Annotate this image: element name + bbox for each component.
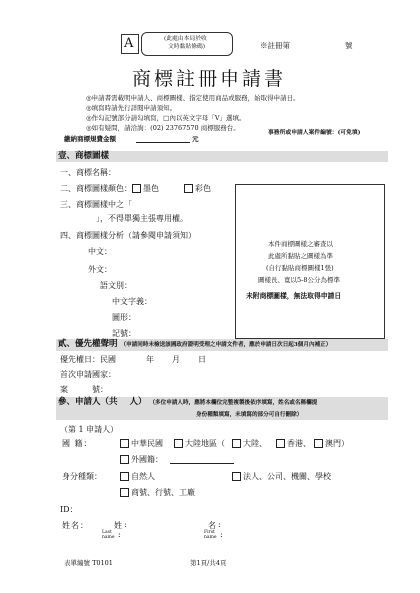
analysis-label: 四、商標圖樣分析（請參閱申請須知） xyxy=(60,231,196,240)
color-black-checkbox[interactable] xyxy=(132,184,141,193)
fee-input[interactable] xyxy=(136,142,190,143)
pastebox-line-1: 本件商標圖樣之審查以 xyxy=(268,240,333,248)
notice-2: ◎填寫時請先行詳閱申請須知。 xyxy=(86,104,177,112)
nationality-label: 國 籍： xyxy=(62,439,93,448)
nationality-mainland-checkbox[interactable] xyxy=(174,439,183,448)
trademark-color-label: 二、商標圖樣顏色： xyxy=(60,184,132,193)
identity-legal-label: 法人、公司、機關、學校 xyxy=(243,472,331,481)
analysis-meaning-label: 中文字義： xyxy=(112,297,152,306)
nationality-mainland-label: 大陸地區（ xyxy=(185,439,225,448)
first-name-zh: 名 xyxy=(208,521,216,530)
disclaimer-label-end: 」，不得單獨主張專用權。 xyxy=(96,214,188,223)
registration-number-suffix: 號 xyxy=(345,41,353,50)
page-title: 商標註冊申請書 xyxy=(132,68,287,90)
nationality-mainland2-label: 大陸、 xyxy=(243,439,267,448)
section1-title: 壹、商標圖樣 xyxy=(58,151,110,161)
identity-firm-label: 商號、行號、工廠 xyxy=(131,488,195,497)
office-code-label: 事務所或申請人案件編號：(可免填) xyxy=(268,130,361,136)
identity-firm-checkbox[interactable] xyxy=(120,488,129,497)
barcode-note-1: (此處由本局於收 xyxy=(164,36,207,42)
form-letter: A xyxy=(124,36,134,51)
nationality-hk-checkbox[interactable] xyxy=(276,439,285,448)
pastebox-line-4: 圖樣長、寬以5-8公分為標準 xyxy=(258,276,340,284)
priority-year-label: 年 xyxy=(146,355,154,364)
section2-title: 貳、優先權聲明 xyxy=(58,339,118,349)
priority-month-label: 月 xyxy=(172,355,180,364)
pastebox-line-2: 此處所黏貼之圖樣為準 xyxy=(268,252,333,260)
analysis-foreign-label: 外文： xyxy=(88,265,112,274)
trademark-image-pastebox[interactable] xyxy=(235,184,385,339)
section3-note-2: 身份種類填寫，未填寫的部分可自行刪除） xyxy=(196,412,303,418)
nationality-mainland2-checkbox[interactable] xyxy=(232,439,241,448)
identity-natural-label: 自然人 xyxy=(131,472,155,481)
pastebox-warning: 未附商標圖樣，無法取得申請日 xyxy=(246,292,342,300)
color-black-label: 墨色 xyxy=(143,184,159,193)
analysis-figure-label: 圖形： xyxy=(112,313,136,322)
section3-title: 參、申請人（共 xyxy=(58,397,118,407)
last-name-en-1: Last xyxy=(102,530,112,535)
foreign-nationality-input[interactable] xyxy=(170,463,234,464)
analysis-chinese-label: 中文： xyxy=(88,247,112,256)
first-name-en-1: First xyxy=(204,530,215,535)
notice-4: ◎如有疑問，請洽詢：(02) 23767570 商標服務台。 xyxy=(86,124,240,132)
identity-legal-checkbox[interactable] xyxy=(232,472,241,481)
color-color-checkbox[interactable] xyxy=(184,184,193,193)
nationality-roc-checkbox[interactable] xyxy=(120,439,129,448)
notice-1: ◎申請書需載明申請人、商標圖樣、指定使用商品或服務，始取得申請日。 xyxy=(86,94,300,102)
nationality-foreign-checkbox[interactable] xyxy=(120,455,129,464)
form-code: 表單編號 T0101 xyxy=(64,559,113,567)
case-number-label: 號： xyxy=(92,385,108,394)
case-label: 案 xyxy=(60,385,68,394)
color-color-label: 彩色 xyxy=(195,184,211,193)
notice-3: ◎作勾記號部分請勾填寫，□內以英文字母「V」選填。 xyxy=(86,114,246,122)
pastebox-line-3: (自行黏貼商標圖樣1張) xyxy=(266,264,334,272)
barcode-note-2: 文時黏貼條碼) xyxy=(168,44,206,50)
trademark-name-label: 一、商標名稱： xyxy=(60,168,116,177)
identity-natural-checkbox[interactable] xyxy=(120,472,129,481)
first-country-label: 首次申請國家： xyxy=(60,370,116,379)
last-name-zh: 姓 xyxy=(114,521,122,530)
fee-unit: 元 xyxy=(192,135,199,143)
id-label: ID： xyxy=(60,505,78,514)
section3-title-end: 人） xyxy=(129,397,147,407)
applicant-index: （第 1 申請人） xyxy=(60,425,119,434)
page-number: 第1頁/共4頁 xyxy=(190,559,227,567)
name-label: 姓名： xyxy=(62,521,89,530)
section2-note: （申請同時未檢送該國政府證明受理之申請文件者，應於申請日次日起3個月內補正） xyxy=(120,342,332,348)
registration-number-label: ※註冊第 xyxy=(260,41,290,50)
analysis-symbol-label: 記號： xyxy=(112,329,136,338)
analysis-language-label: 語文別： xyxy=(100,281,132,290)
nationality-macau-checkbox[interactable] xyxy=(314,439,323,448)
nationality-roc-label: 中華民國 xyxy=(131,439,163,448)
fee-label: 繳納商標規費金額 xyxy=(64,135,116,143)
nationality-macau-label: 澳門） xyxy=(325,439,349,448)
nationality-foreign-label: 外國籍： xyxy=(131,455,163,464)
section-priority-heading xyxy=(56,339,388,351)
priority-date-label: 優先權日：民國 xyxy=(60,355,116,364)
section-trademark-heading xyxy=(56,151,388,162)
priority-day-label: 日 xyxy=(198,355,206,364)
identity-label: 身分種類： xyxy=(62,472,102,481)
nationality-hk-label: 香港、 xyxy=(287,439,311,448)
section3-note-1: （多位申請人時，應將本欄位完整複製後依序填寫，姓名或名稱欄提 xyxy=(149,400,318,406)
last-name-en-2: name xyxy=(102,535,115,540)
first-name-en-2: name xyxy=(204,535,217,540)
disclaimer-label-start: 三、商標圖樣中之「 xyxy=(60,200,132,209)
